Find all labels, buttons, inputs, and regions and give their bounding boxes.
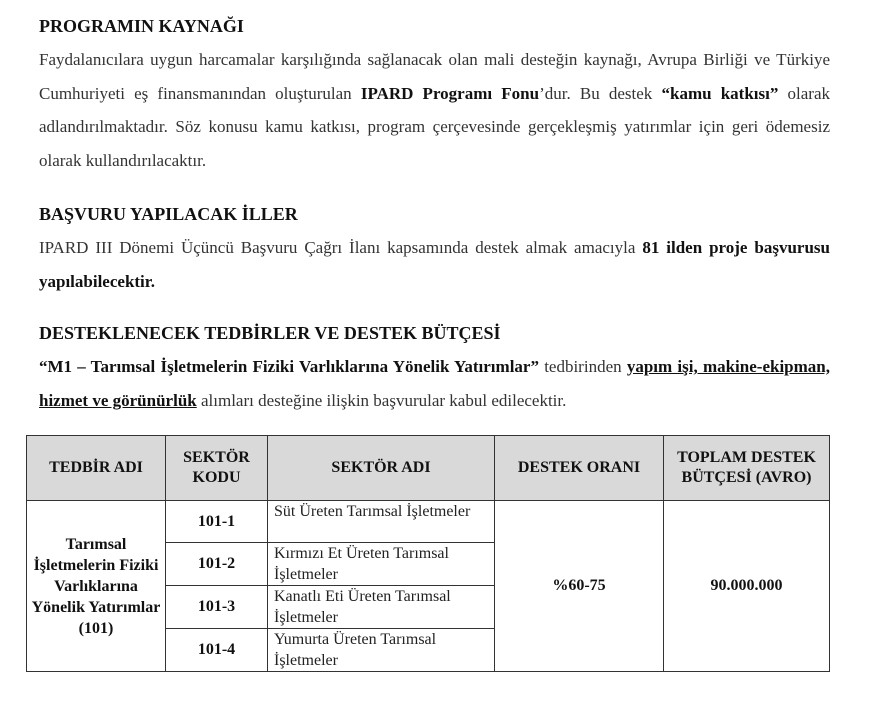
section-measures-budget	[39, 322, 830, 417]
section-application-provinces	[39, 203, 830, 298]
sector-name-cell: Yumurta Üreten Tarımsal İşletmeler	[268, 629, 495, 672]
header-sector-name: SEKTÖR ADI	[268, 436, 495, 501]
paragraph-application-provinces: IPARD III Dönemi Üçüncü Başvuru Çağrı İlanı kapsamında destek almak amacıyla 81 ilden proje başvurusu yapılabilecektir.	[39, 238, 830, 291]
budget-table	[26, 435, 830, 672]
table-row	[27, 501, 830, 543]
measure-name-cell: Tarımsal İşletmelerin Fiziki Varlıklarına Yönelik Yatırımlar (101)	[27, 501, 166, 672]
paragraph-program-source: Faydalanıcılara uygun harcamalar karşılığında sağlanacak olan mali desteğin kaynağı, Avrupa Birliği ve Türkiye Cumhuriyeti eş finansmanından oluşturulan IPARD Programı Fonu’dur. Bu destek “kamu katkısı” olarak adlandırılmaktadır. Söz konusu kamu katkısı, program çerçevesinde gerçekleşmiş yatırımlar için geri ödemesiz olarak kullandırılacaktır.	[39, 50, 830, 170]
header-support-rate: DESTEK ORANI	[495, 436, 664, 501]
sector-code-cell: 101-3	[166, 586, 268, 629]
paragraph-measures-budget: “M1 – Tarımsal İşletmelerin Fiziki Varlıklarına Yönelik Yatırımlar” tedbirinden yapım işi, makine-ekipman, hizmet ve görünürlük alımları desteğine ilişkin başvurular kabul edilecektir.	[39, 357, 830, 410]
heading-application-provinces: BAŞVURU YAPILACAK İLLER	[39, 204, 298, 224]
total-budget-cell: 90.000.000	[664, 501, 830, 672]
sector-name-cell: Süt Üreten Tarımsal İşletmeler	[268, 501, 495, 543]
support-rate-cell: %60-75	[495, 501, 664, 672]
section-program-source	[39, 15, 830, 177]
heading-measures-budget: DESTEKLENECEK TEDBİRLER VE DESTEK BÜTÇESİ	[39, 323, 501, 343]
sector-code-cell: 101-2	[166, 543, 268, 586]
heading-program-source: PROGRAMIN KAYNAĞI	[39, 16, 244, 36]
header-measure-name: TEDBİR ADI	[27, 436, 166, 501]
sector-name-cell: Kanatlı Eti Üreten Tarımsal İşletmeler	[268, 586, 495, 629]
table-header-row	[27, 436, 830, 501]
header-sector-code: SEKTÖR KODU	[166, 436, 268, 501]
header-total-budget: TOPLAM DESTEK BÜTÇESİ (AVRO)	[664, 436, 830, 501]
sector-code-cell: 101-1	[166, 501, 268, 543]
sector-code-cell: 101-4	[166, 629, 268, 672]
sector-name-cell: Kırmızı Et Üreten Tarımsal İşletmeler	[268, 543, 495, 586]
